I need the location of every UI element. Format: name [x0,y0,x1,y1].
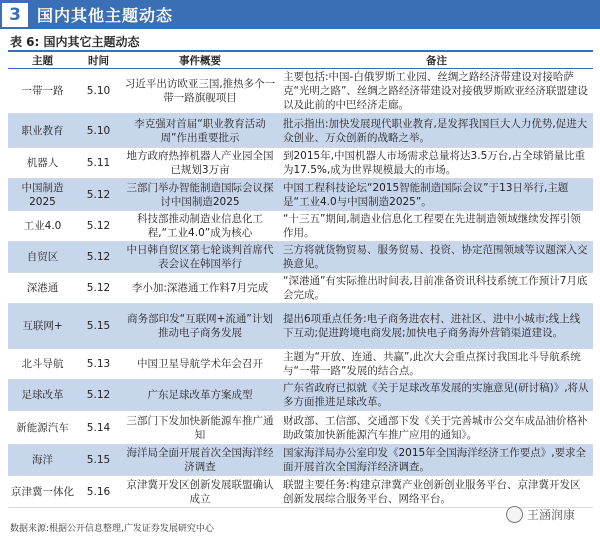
table-row [8,476,593,508]
cell-date: 5.11 [77,148,120,179]
cell-date: 5.12 [77,179,120,211]
cell-date: 5.15 [77,445,120,476]
cell-date: 5.15 [77,304,120,349]
cell-theme: 机器人 [8,148,77,179]
cell-theme: 工业4.0 [8,211,77,242]
cell-event: 中国卫星导航学术年会召开 [120,349,280,380]
watermark-text: 王涵润康 [527,508,576,522]
cell-date: 5.14 [77,411,120,445]
cell-date: 5.12 [77,380,120,411]
cell-event: 中日韩自贸区第七轮谈判首席代表会议在韩国举行 [120,242,280,273]
cell-event: 商务部印发“互联网+流通”计划推动电子商务发展 [120,304,280,349]
cell-event: 李克强对首届“职业教育活动周”作出重要批示 [120,114,280,148]
table-row [8,69,593,114]
table-row [8,349,593,380]
cell-event: 科技部推动制造业信息化工程,“工业4.0”成为核心 [120,211,280,242]
source-footnote: 数据来源:根据公开信息整理,广发证券发展研究中心 [10,524,214,534]
theme-table [8,50,593,508]
cell-date: 5.12 [77,211,120,242]
table-row [8,445,593,476]
table-row [8,273,593,304]
header-date: 时间 [77,51,120,69]
cell-note: 主要包括:中国-白俄罗斯工业园、丝绸之路经济带建设对接哈萨克“光明之路”、丝绸之路经济带建设对接俄罗斯欧亚经济联盟建设以及此前的中巴经济走廊。 [280,69,593,114]
cell-note: 财政部、工信部、交通部下发《关于完善城市公交车成品油价格补助政策加快新能源汽车推广应用的通知》。 [280,411,593,445]
cell-event: 京津冀开发区创新发展联盟确认成立 [120,476,280,508]
cell-note: 中国工程科技论坛“2015智能制造国际会议”于13日举行,主题是“工业4.0与中国制造2025”。 [280,179,593,211]
cell-event: 地方政府热捧机器人产业园全国已规划3万亩 [120,148,280,179]
cell-date: 5.12 [77,273,120,304]
cell-note: 提出6项重点任务:电子商务进农村、进社区、进中小城市;线上线下互动;促进跨境电商发展;加快电子商务海外营销渠道建设。 [280,304,593,349]
cell-note: 联盟主要任务:构建京津冀产业创新创业服务平台、京津冀开发区创新发展综合服务平台、网络平台。 [280,476,593,508]
cell-date: 5.12 [77,242,120,273]
cell-date: 5.10 [77,114,120,148]
cell-event: 广东足球改革方案成型 [120,380,280,411]
table-row [8,411,593,445]
watermark [506,506,575,523]
cell-note: “深港通”有实际推出时间表,目前准备资讯科技系统工作预计7月底会完成。 [280,273,593,304]
cell-theme: 互联网+ [8,304,77,349]
cell-theme: 足球改革 [8,380,77,411]
table-header-row [8,51,593,69]
cell-theme: 深港通 [8,273,77,304]
section-title: 国内其他主题动态 [37,6,174,25]
table-title: 表 6: 国内其它主题动态 [10,35,140,49]
table-row [8,148,593,179]
table-row [8,114,593,148]
cell-event: 习近平出访欧亚三国,推热多个一带一路旗舰项目 [120,69,280,114]
cell-note: 广东省政府已拟就《关于足球改革发展的实施意见(研讨稿)》,将从多方面推进足球改革。 [280,380,593,411]
cell-theme: 北斗导航 [8,349,77,380]
cell-note: “十三五”期间,制造业信息化工程要在先进制造领域继续发挥引领作用。 [280,211,593,242]
cell-theme: 海洋 [8,445,77,476]
cell-theme: 职业教育 [8,114,77,148]
cell-event: 三部门下发加快新能源车推广通知 [120,411,280,445]
cell-theme: 自贸区 [8,242,77,273]
table-row [8,211,593,242]
table-row [8,304,593,349]
cell-date: 5.16 [77,476,120,508]
cell-date: 5.13 [77,349,120,380]
header-theme: 主题 [8,51,77,69]
cell-theme: 京津冀一体化 [8,476,77,508]
header-note: 备注 [280,51,593,69]
cell-theme: 新能源汽车 [8,411,77,445]
wechat-account-icon [506,506,523,523]
cell-note: 主题为“开放、连通、共赢”,此次大会重点探讨我国北斗导航系统与“一带一路”发展的结合点。 [280,349,593,380]
cell-note: 批示指出:加快发展现代职业教育,是发挥我国巨大人力优势,促进大众创业、万众创新的战略之举。 [280,114,593,148]
theme-table-container [8,50,593,508]
cell-event: 三部门举办智能制造国际会议探讨中国制造2025 [120,179,280,211]
section-number: 3 [2,3,28,27]
table-row [8,179,593,211]
cell-theme: 中国制造2025 [8,179,77,211]
cell-note: 到2015年,中国机器人市场需求总量将达3.5万台,占全球销量比重为17.5%,成为世界规模最大的市场。 [280,148,593,179]
cell-note: 国家海洋局办公室印发《2015年全国海洋经济工作要点》,要求全面开展首次全国海洋经济调查。 [280,445,593,476]
cell-theme: 一带一路 [8,69,77,114]
table-row [8,242,593,273]
table-row [8,380,593,411]
cell-note: 三方将就货物贸易、服务贸易、投资、协定范围领域等议题深入交换意见。 [280,242,593,273]
cell-date: 5.10 [77,69,120,114]
cell-event: 海洋局全面开展首次全国海洋经济调查 [120,445,280,476]
header-event: 事件概要 [120,51,280,69]
cell-event: 李小加:深港通工作料7月完成 [120,273,280,304]
section-header [0,0,600,29]
